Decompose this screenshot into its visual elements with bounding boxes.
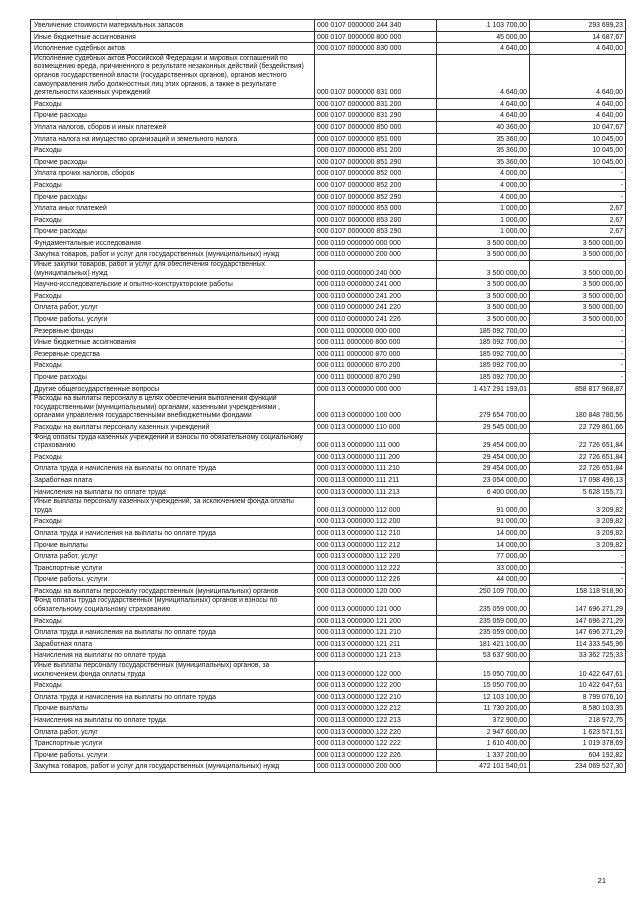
approved-amount-cell: 185 092 700,00 xyxy=(437,360,530,372)
expense-name-cell: Расходы на выплаты персоналу казенных учреждений xyxy=(31,421,315,433)
table-row xyxy=(31,627,626,639)
table-row xyxy=(31,749,626,761)
expense-name-cell: Начисления на выплаты по оплате труда xyxy=(31,715,315,727)
expense-name-cell: Транспортные услуги xyxy=(31,562,315,574)
budget-code-cell: 000 0107 0000000 853 200 xyxy=(315,214,437,226)
approved-amount-cell: 472 101 540,01 xyxy=(437,761,530,773)
budget-code-cell: 000 0113 0000000 000 000 xyxy=(315,383,437,395)
expense-name-cell: Оплата работ, услуг xyxy=(31,726,315,738)
table-row xyxy=(31,31,626,43)
table-row xyxy=(31,662,626,680)
executed-amount-cell: 2,67 xyxy=(530,226,626,238)
budget-code-cell: 000 0113 0000000 120 000 xyxy=(315,585,437,597)
approved-amount-cell: 1 610 400,00 xyxy=(437,738,530,750)
table-row xyxy=(31,527,626,539)
budget-code-cell: 000 0107 0000000 831 200 xyxy=(315,98,437,110)
approved-amount-cell: 235 059 000,00 xyxy=(437,615,530,627)
expense-name-cell: Закупка товаров, работ и услуг для государственных (муниципальных) нужд xyxy=(31,249,315,261)
approved-amount-cell: 35 360,00 xyxy=(437,156,530,168)
budget-code-cell: 000 0113 0000000 111 200 xyxy=(315,451,437,463)
executed-amount-cell: 3 209,82 xyxy=(530,527,626,539)
table-row xyxy=(31,98,626,110)
table-row xyxy=(31,715,626,727)
executed-amount-cell: 10 045,00 xyxy=(530,133,626,145)
table-row xyxy=(31,383,626,395)
expense-name-cell: Расходы xyxy=(31,290,315,302)
approved-amount-cell: 14 000,00 xyxy=(437,527,530,539)
executed-amount-cell: 22 726 651,84 xyxy=(530,433,626,451)
expense-name-cell: Исполнение судебных актов xyxy=(31,43,315,55)
expense-name-cell: Исполнение судебных актов Российской Федерации и мировых соглашений по возмещению вреда, причиненного в результате незаконных действий (бездействия) органов государственной власти (государственных органов), органов местного самоуправления либо должностных лиц этих органов, а также в результате деятельности казенных учреждений xyxy=(31,54,315,98)
budget-code-cell: 000 0113 0000000 122 212 xyxy=(315,703,437,715)
budget-code-cell: 000 0113 0000000 100 000 xyxy=(315,395,437,422)
approved-amount-cell: 1 337 200,00 xyxy=(437,749,530,761)
budget-code-cell: 000 0113 0000000 112 212 xyxy=(315,539,437,551)
table-row xyxy=(31,726,626,738)
expense-name-cell: Оплата работ, услуг xyxy=(31,302,315,314)
table-row xyxy=(31,433,626,451)
approved-amount-cell: 77 000,00 xyxy=(437,551,530,563)
budget-code-cell: 000 0113 0000000 121 213 xyxy=(315,650,437,662)
executed-amount-cell: 10 422 647,61 xyxy=(530,662,626,680)
executed-amount-cell: 147 696 271,29 xyxy=(530,597,626,615)
approved-amount-cell: 1 000,00 xyxy=(437,203,530,215)
budget-code-cell: 000 0113 0000000 122 220 xyxy=(315,726,437,738)
table-row xyxy=(31,43,626,55)
approved-amount-cell: 29 545 000,00 xyxy=(437,421,530,433)
executed-amount-cell: 33 362 725,33 xyxy=(530,650,626,662)
page-number: 21 xyxy=(597,876,606,885)
expense-name-cell: Прочие расходы xyxy=(31,191,315,203)
approved-amount-cell: 2 947 600,00 xyxy=(437,726,530,738)
table-row xyxy=(31,691,626,703)
approved-amount-cell: 91 000,00 xyxy=(437,516,530,528)
budget-code-cell: 000 0113 0000000 112 226 xyxy=(315,574,437,586)
executed-amount-cell: 2,67 xyxy=(530,214,626,226)
expense-name-cell: Научно-исследовательские и опытно-конструкторские работы xyxy=(31,279,315,291)
table-row xyxy=(31,395,626,422)
budget-code-cell: 000 0107 0000000 244 340 xyxy=(315,20,437,32)
budget-code-cell: 000 0110 0000000 241 220 xyxy=(315,302,437,314)
expense-name-cell: Иные бюджетные ассигнования xyxy=(31,337,315,349)
executed-amount-cell: 147 696 271,29 xyxy=(530,615,626,627)
executed-amount-cell: 858 817 968,87 xyxy=(530,383,626,395)
budget-code-cell: 000 0110 0000000 241 000 xyxy=(315,279,437,291)
expense-name-cell: Оплата труда и начисления на выплаты по оплате труда xyxy=(31,527,315,539)
approved-amount-cell: 23 054 000,00 xyxy=(437,474,530,486)
executed-amount-cell: 17 098 496,13 xyxy=(530,474,626,486)
approved-amount-cell: 3 500 000,00 xyxy=(437,237,530,249)
budget-code-cell: 000 0110 0000000 000 000 xyxy=(315,237,437,249)
approved-amount-cell: 3 500 000,00 xyxy=(437,279,530,291)
budget-code-cell: 000 0107 0000000 853 000 xyxy=(315,203,437,215)
budget-code-cell: 000 0107 0000000 830 000 xyxy=(315,43,437,55)
approved-amount-cell: 4 000,00 xyxy=(437,191,530,203)
budget-code-cell: 000 0113 0000000 122 213 xyxy=(315,715,437,727)
executed-amount-cell: 218 972,75 xyxy=(530,715,626,727)
budget-code-cell: 000 0113 0000000 121 210 xyxy=(315,627,437,639)
table-row xyxy=(31,738,626,750)
table-row xyxy=(31,314,626,326)
executed-amount-cell: 3 500 000,00 xyxy=(530,314,626,326)
table-row xyxy=(31,360,626,372)
table-row xyxy=(31,290,626,302)
executed-amount-cell: 22 729 861,66 xyxy=(530,421,626,433)
table-row xyxy=(31,474,626,486)
table-row xyxy=(31,516,626,528)
approved-amount-cell: 3 500 000,00 xyxy=(437,314,530,326)
expense-name-cell: Расходы на выплаты персоналу государственных (муниципальных) органов xyxy=(31,585,315,597)
expense-name-cell: Расходы xyxy=(31,214,315,226)
table-row xyxy=(31,156,626,168)
approved-amount-cell: 4 640,00 xyxy=(437,54,530,98)
approved-amount-cell: 29 454 000,00 xyxy=(437,463,530,475)
budget-code-cell: 000 0107 0000000 800 000 xyxy=(315,31,437,43)
expense-name-cell: Иные закупки товаров, работ и услуг для обеспечения государственных (муниципальных) нужд xyxy=(31,261,315,279)
executed-amount-cell: 4 640,00 xyxy=(530,43,626,55)
approved-amount-cell: 3 500 000,00 xyxy=(437,249,530,261)
approved-amount-cell: 29 454 000,00 xyxy=(437,433,530,451)
table-row xyxy=(31,372,626,384)
approved-amount-cell: 1 417 291 193,01 xyxy=(437,383,530,395)
table-row xyxy=(31,585,626,597)
approved-amount-cell: 3 500 000,00 xyxy=(437,261,530,279)
approved-amount-cell: 235 059 000,00 xyxy=(437,627,530,639)
approved-amount-cell: 35 360,00 xyxy=(437,145,530,157)
executed-amount-cell: - xyxy=(530,562,626,574)
executed-amount-cell: - xyxy=(530,360,626,372)
expense-name-cell: Уплата прочих налогов, сборов xyxy=(31,168,315,180)
approved-amount-cell: 3 500 000,00 xyxy=(437,302,530,314)
budget-code-cell: 000 0113 0000000 110 000 xyxy=(315,421,437,433)
executed-amount-cell: 10 047,67 xyxy=(530,121,626,133)
table-row xyxy=(31,463,626,475)
table-row xyxy=(31,237,626,249)
executed-amount-cell: 3 500 000,00 xyxy=(530,261,626,279)
expense-name-cell: Прочие расходы xyxy=(31,156,315,168)
approved-amount-cell: 40 360,00 xyxy=(437,121,530,133)
table-row xyxy=(31,179,626,191)
table-row xyxy=(31,597,626,615)
executed-amount-cell: 234 069 527,30 xyxy=(530,761,626,773)
approved-amount-cell: 181 421 100,00 xyxy=(437,638,530,650)
approved-amount-cell: 12 103 100,00 xyxy=(437,691,530,703)
table-row xyxy=(31,421,626,433)
expense-name-cell: Уплата налога на имущество организаций и земельного налога xyxy=(31,133,315,145)
budget-code-cell: 000 0113 0000000 121 211 xyxy=(315,638,437,650)
expense-name-cell: Оплата труда и начисления на выплаты по оплате труда xyxy=(31,627,315,639)
budget-code-cell: 000 0111 0000000 800 000 xyxy=(315,337,437,349)
executed-amount-cell: - xyxy=(530,551,626,563)
executed-amount-cell: 2,67 xyxy=(530,203,626,215)
expense-name-cell: Прочие работы, услуги xyxy=(31,314,315,326)
budget-code-cell: 000 0113 0000000 112 222 xyxy=(315,562,437,574)
expense-name-cell: Начисления на выплаты по оплате труда xyxy=(31,650,315,662)
approved-amount-cell: 15 050 700,00 xyxy=(437,662,530,680)
budget-code-cell: 000 0113 0000000 122 222 xyxy=(315,738,437,750)
table-row xyxy=(31,133,626,145)
table-row xyxy=(31,562,626,574)
expense-name-cell: Расходы на выплаты персоналу в целях обеспечения выполнения функций государственными (муниципальными) органами, казенными учреждениями , органами управления государственными внебюджетными фондами xyxy=(31,395,315,422)
approved-amount-cell: 185 092 700,00 xyxy=(437,372,530,384)
approved-amount-cell: 45 000,00 xyxy=(437,31,530,43)
budget-code-cell: 000 0107 0000000 852 000 xyxy=(315,168,437,180)
approved-amount-cell: 4 640,00 xyxy=(437,98,530,110)
executed-amount-cell: 10 045,00 xyxy=(530,156,626,168)
approved-amount-cell: 29 454 000,00 xyxy=(437,451,530,463)
executed-amount-cell: 147 696 271,29 xyxy=(530,627,626,639)
budget-code-cell: 000 0110 0000000 240 000 xyxy=(315,261,437,279)
approved-amount-cell: 1 000,00 xyxy=(437,226,530,238)
executed-amount-cell: 3 500 000,00 xyxy=(530,279,626,291)
expense-name-cell: Иные бюджетные ассигнования xyxy=(31,31,315,43)
budget-code-cell: 000 0110 0000000 241 200 xyxy=(315,290,437,302)
table-row xyxy=(31,325,626,337)
budget-code-cell: 000 0113 0000000 112 210 xyxy=(315,527,437,539)
budget-code-cell: 000 0113 0000000 200 000 xyxy=(315,761,437,773)
approved-amount-cell: 53 637 900,00 xyxy=(437,650,530,662)
table-row xyxy=(31,703,626,715)
approved-amount-cell: 4 000,00 xyxy=(437,179,530,191)
table-row xyxy=(31,261,626,279)
table-row xyxy=(31,680,626,692)
expense-name-cell: Прочие работы, услуги xyxy=(31,574,315,586)
table-row xyxy=(31,20,626,32)
budget-code-cell: 000 0113 0000000 112 000 xyxy=(315,498,437,516)
expense-name-cell: Оплата труда и начисления на выплаты по оплате труда xyxy=(31,691,315,703)
budget-code-cell: 000 0113 0000000 122 226 xyxy=(315,749,437,761)
executed-amount-cell: 158 118 918,90 xyxy=(530,585,626,597)
approved-amount-cell: 4 640,00 xyxy=(437,43,530,55)
budget-code-cell: 000 0107 0000000 852 290 xyxy=(315,191,437,203)
approved-amount-cell: 11 730 200,00 xyxy=(437,703,530,715)
expense-name-cell: Иные выплаты персоналу государственных (муниципальных) органов, за исключением фонда оплаты труда xyxy=(31,662,315,680)
approved-amount-cell: 35 360,00 xyxy=(437,133,530,145)
approved-amount-cell: 3 500 000,00 xyxy=(437,290,530,302)
expense-name-cell: Заработная плата xyxy=(31,638,315,650)
executed-amount-cell: - xyxy=(530,372,626,384)
expense-name-cell: Прочие расходы xyxy=(31,226,315,238)
budget-code-cell: 000 0107 0000000 851 000 xyxy=(315,133,437,145)
expense-name-cell: Расходы xyxy=(31,179,315,191)
executed-amount-cell: 180 848 780,56 xyxy=(530,395,626,422)
expense-name-cell: Другие общегосударственные вопросы xyxy=(31,383,315,395)
executed-amount-cell: - xyxy=(530,191,626,203)
table-row xyxy=(31,539,626,551)
budget-code-cell: 000 0113 0000000 111 213 xyxy=(315,486,437,498)
budget-code-cell: 000 0111 0000000 870 000 xyxy=(315,348,437,360)
budget-code-cell: 000 0110 0000000 200 000 xyxy=(315,249,437,261)
budget-code-cell: 000 0107 0000000 850 000 xyxy=(315,121,437,133)
expense-name-cell: Оплата труда и начисления на выплаты по оплате труда xyxy=(31,463,315,475)
approved-amount-cell: 235 059 000,00 xyxy=(437,597,530,615)
table-row xyxy=(31,110,626,122)
executed-amount-cell: 10 422 647,61 xyxy=(530,680,626,692)
budget-code-cell: 000 0113 0000000 122 210 xyxy=(315,691,437,703)
approved-amount-cell: 33 000,00 xyxy=(437,562,530,574)
approved-amount-cell: 372 900,00 xyxy=(437,715,530,727)
approved-amount-cell: 4 640,00 xyxy=(437,110,530,122)
budget-code-cell: 000 0113 0000000 122 200 xyxy=(315,680,437,692)
expense-name-cell: Прочие выплаты xyxy=(31,703,315,715)
table-row xyxy=(31,551,626,563)
approved-amount-cell: 4 000,00 xyxy=(437,168,530,180)
expense-name-cell: Расходы xyxy=(31,145,315,157)
budget-execution-table xyxy=(30,19,626,773)
expense-name-cell: Фонд оплаты труда государственных (муниципальных) органов и взносы по обязательному социальному страхованию xyxy=(31,597,315,615)
expense-name-cell: Транспортные услуги xyxy=(31,738,315,750)
expense-name-cell: Расходы xyxy=(31,451,315,463)
expense-name-cell: Начисления на выплаты по оплате труда xyxy=(31,486,315,498)
expense-name-cell: Расходы xyxy=(31,98,315,110)
executed-amount-cell: 4 640,00 xyxy=(530,54,626,98)
budget-code-cell: 000 0111 0000000 000 000 xyxy=(315,325,437,337)
executed-amount-cell: 14 687,67 xyxy=(530,31,626,43)
expense-name-cell: Закупка товаров, работ и услуг для государственных (муниципальных) нужд xyxy=(31,761,315,773)
expense-name-cell: Уплата иных платежей xyxy=(31,203,315,215)
expense-name-cell: Расходы xyxy=(31,680,315,692)
executed-amount-cell: 3 209,82 xyxy=(530,498,626,516)
executed-amount-cell: 1 019 378,69 xyxy=(530,738,626,750)
executed-amount-cell: 8 580 103,35 xyxy=(530,703,626,715)
executed-amount-cell: - xyxy=(530,574,626,586)
table-row xyxy=(31,121,626,133)
approved-amount-cell: 15 050 700,00 xyxy=(437,680,530,692)
budget-code-cell: 000 0113 0000000 112 220 xyxy=(315,551,437,563)
executed-amount-cell: 22 726 651,84 xyxy=(530,451,626,463)
executed-amount-cell: 5 628 155,71 xyxy=(530,486,626,498)
executed-amount-cell: 604 192,82 xyxy=(530,749,626,761)
executed-amount-cell: - xyxy=(530,348,626,360)
budget-code-cell: 000 0111 0000000 870 290 xyxy=(315,372,437,384)
expense-name-cell: Уплата налогов, сборов и иных платежей xyxy=(31,121,315,133)
expense-name-cell: Фонд оплаты труда казенных учреждений и взносы по обязательному социальному страхованию xyxy=(31,433,315,451)
budget-code-cell: 000 0113 0000000 122 000 xyxy=(315,662,437,680)
expense-name-cell: Расходы xyxy=(31,516,315,528)
expense-name-cell: Оплата работ, услуг xyxy=(31,551,315,563)
budget-code-cell: 000 0107 0000000 831 000 xyxy=(315,54,437,98)
table-row xyxy=(31,302,626,314)
executed-amount-cell: 1 623 571,51 xyxy=(530,726,626,738)
table-row xyxy=(31,761,626,773)
expense-name-cell: Прочие расходы xyxy=(31,110,315,122)
executed-amount-cell: 10 045,00 xyxy=(530,145,626,157)
budget-code-cell: 000 0113 0000000 121 000 xyxy=(315,597,437,615)
budget-code-cell: 000 0113 0000000 111 210 xyxy=(315,463,437,475)
approved-amount-cell: 185 092 700,00 xyxy=(437,325,530,337)
table-row xyxy=(31,214,626,226)
table-row xyxy=(31,348,626,360)
table-row xyxy=(31,54,626,98)
budget-code-cell: 000 0110 0000000 241 226 xyxy=(315,314,437,326)
table-row xyxy=(31,574,626,586)
executed-amount-cell: 3 500 000,00 xyxy=(530,302,626,314)
table-row xyxy=(31,203,626,215)
approved-amount-cell: 250 109 700,00 xyxy=(437,585,530,597)
expense-name-cell: Заработная плата xyxy=(31,474,315,486)
table-row xyxy=(31,451,626,463)
table-row xyxy=(31,486,626,498)
executed-amount-cell: - xyxy=(530,337,626,349)
budget-code-cell: 000 0107 0000000 851 290 xyxy=(315,156,437,168)
budget-code-cell: 000 0113 0000000 111 000 xyxy=(315,433,437,451)
table-row xyxy=(31,615,626,627)
expense-name-cell: Расходы xyxy=(31,615,315,627)
table-row xyxy=(31,638,626,650)
expense-name-cell: Прочие работы, услуги xyxy=(31,749,315,761)
expense-name-cell: Прочие выплаты xyxy=(31,539,315,551)
approved-amount-cell: 185 092 700,00 xyxy=(437,337,530,349)
executed-amount-cell: 3 500 000,00 xyxy=(530,249,626,261)
executed-amount-cell: 8 799 076,10 xyxy=(530,691,626,703)
expense-name-cell: Резервные фонды xyxy=(31,325,315,337)
executed-amount-cell: - xyxy=(530,168,626,180)
budget-code-cell: 000 0113 0000000 112 200 xyxy=(315,516,437,528)
budget-code-cell: 000 0107 0000000 852 200 xyxy=(315,179,437,191)
expense-name-cell: Расходы xyxy=(31,360,315,372)
executed-amount-cell: 3 500 000,00 xyxy=(530,237,626,249)
executed-amount-cell: 4 640,00 xyxy=(530,110,626,122)
table-row xyxy=(31,145,626,157)
approved-amount-cell: 14 000,00 xyxy=(437,539,530,551)
executed-amount-cell: 293 699,23 xyxy=(530,20,626,32)
executed-amount-cell: 3 209,82 xyxy=(530,539,626,551)
budget-code-cell: 000 0107 0000000 853 290 xyxy=(315,226,437,238)
budget-code-cell: 000 0107 0000000 851 200 xyxy=(315,145,437,157)
table-row xyxy=(31,168,626,180)
budget-code-cell: 000 0113 0000000 111 211 xyxy=(315,474,437,486)
expense-name-cell: Резервные средства xyxy=(31,348,315,360)
approved-amount-cell: 185 092 700,00 xyxy=(437,348,530,360)
approved-amount-cell: 1 103 700,00 xyxy=(437,20,530,32)
executed-amount-cell: 114 333 545,96 xyxy=(530,638,626,650)
executed-amount-cell: 3 500 000,00 xyxy=(530,290,626,302)
table-row xyxy=(31,226,626,238)
approved-amount-cell: 1 000,00 xyxy=(437,214,530,226)
executed-amount-cell: - xyxy=(530,325,626,337)
table-row xyxy=(31,337,626,349)
expense-name-cell: Увеличение стоимости материальных запасов xyxy=(31,20,315,32)
approved-amount-cell: 91 000,00 xyxy=(437,498,530,516)
budget-code-cell: 000 0113 0000000 121 200 xyxy=(315,615,437,627)
budget-code-cell: 000 0107 0000000 831 290 xyxy=(315,110,437,122)
expense-name-cell: Прочие расходы xyxy=(31,372,315,384)
approved-amount-cell: 44 000,00 xyxy=(437,574,530,586)
table-row xyxy=(31,249,626,261)
table-row xyxy=(31,650,626,662)
executed-amount-cell: - xyxy=(530,179,626,191)
executed-amount-cell: 4 640,00 xyxy=(530,98,626,110)
executed-amount-cell: 3 209,82 xyxy=(530,516,626,528)
table-row xyxy=(31,279,626,291)
approved-amount-cell: 6 400 000,00 xyxy=(437,486,530,498)
expense-name-cell: Иные выплаты персоналу казенных учреждений, за исключением фонда оплаты труда xyxy=(31,498,315,516)
expense-name-cell: Фундаментальные исследования xyxy=(31,237,315,249)
table-row xyxy=(31,498,626,516)
approved-amount-cell: 279 654 700,00 xyxy=(437,395,530,422)
table-row xyxy=(31,191,626,203)
executed-amount-cell: 22 726 651,84 xyxy=(530,463,626,475)
budget-code-cell: 000 0111 0000000 870 200 xyxy=(315,360,437,372)
